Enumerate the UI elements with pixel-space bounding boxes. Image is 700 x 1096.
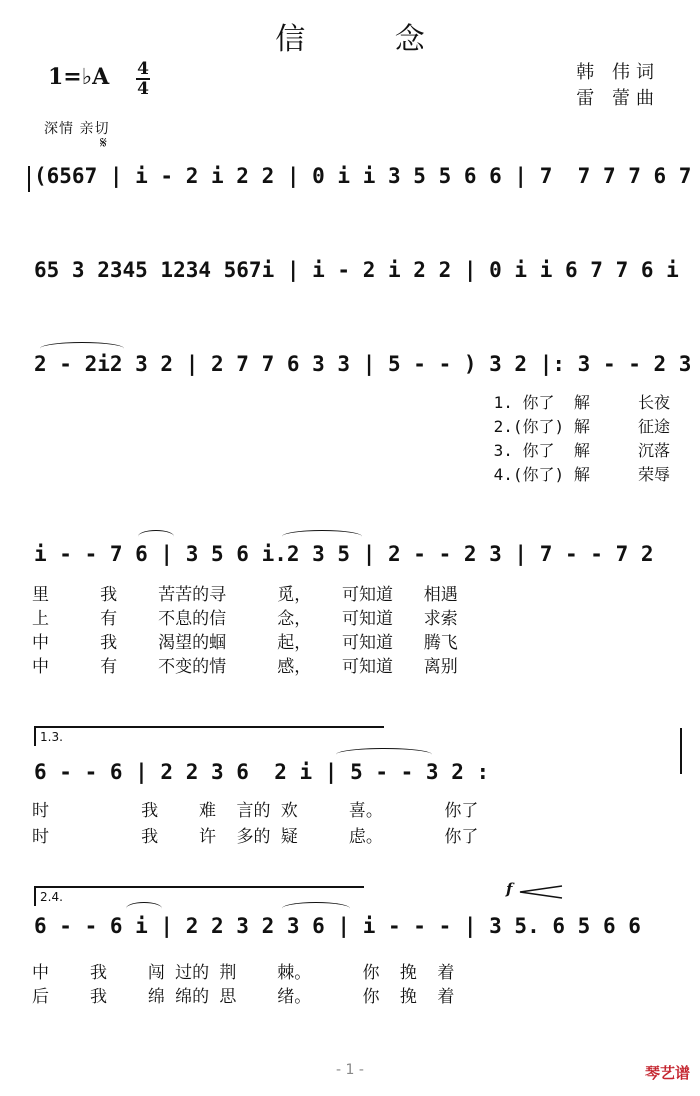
lyrics-row-4-line-2: 上 有 不息的信 念， 可知道 求索 (32, 609, 458, 629)
volta-2-line (34, 886, 364, 888)
volta-2-label: 2.4. (40, 890, 63, 904)
notes-row-5: 6 - - 6 | 2 2 3 6 2 i | 5 - - 3 2 : (34, 760, 490, 784)
lyrics-row-6-line-1: 中 我 闯 过的 荆 棘。 你 挽 着 (32, 963, 455, 983)
staff-row-1 (0, 164, 700, 204)
staff-row-4 (0, 542, 700, 582)
slur-row-5 (336, 748, 432, 761)
repeat-end-bar (680, 728, 682, 774)
dynamic-forte: f (506, 880, 513, 898)
crescendo-icon (516, 884, 564, 900)
lyrics-row-4-line-1: 里 我 苦苦的寻 觅， 可知道 相遇 (32, 585, 458, 605)
volta-1-line (34, 726, 384, 728)
verse-line-4: 4.(你了) 解 荣辱 (493, 465, 670, 484)
staff-row-5 (0, 760, 700, 800)
page-number: - 1 - (336, 1062, 364, 1078)
notes-row-2: 65 3 2345 1234 567i | i - 2 i 2 2 | 0 i i 6 7 7 6 i (34, 258, 679, 282)
bracket-start (28, 166, 30, 192)
notes-row-6: 6 - - 6 i | 2 2 3 2 3 6 | i - - - | 3 5. 6 5 6 6 (34, 914, 641, 938)
lyrics-row-4-line-4: 中 有 不变的情 感， 可知道 离别 (32, 657, 458, 677)
notes-row-3: 2 - 2i2 3 2 | 2 7 7 6 3 3 | 5 - - ) 3 2 |: 3 - - 2 3 (34, 352, 692, 376)
slur-row-6b (282, 902, 350, 915)
slur-row-4b (282, 530, 362, 543)
staff-row-6 (0, 914, 700, 954)
time-signature-bottom: 4 (137, 79, 149, 99)
lyrics-row-6-line-2: 后 我 绵 绵的 思 绪。 你 挽 着 (32, 987, 455, 1007)
volta-2-bracket (34, 886, 36, 906)
slur-row-4a (138, 530, 174, 543)
site-logo: 琴艺谱 (644, 1064, 690, 1082)
segno-icon: 𝄋 (100, 133, 107, 152)
composer-credit: 雷 蕾曲 (576, 88, 660, 109)
slur-row-3 (40, 342, 124, 355)
lyrics-row-5-line-2: 时 我 许 多的 疑 虑。 你了 (32, 827, 479, 847)
notes-row-4: i - - 7 6 | 3 5 6 i.2 3 5 | 2 - - 2 3 | 7 - - 7 2 (34, 542, 654, 566)
verse-line-1: 1. 你了 解 长夜 (493, 393, 670, 412)
time-signature (136, 60, 150, 98)
song-title: 信 念 (275, 22, 465, 57)
notes-row-1: (6567 | i - 2 i 2 2 | 0 i i 3 5 5 6 6 | 7 7 7 7 6 7 (34, 164, 692, 188)
key-signature: 1=♭A (48, 64, 110, 90)
lyrics-row-5-line-1: 时 我 难 言的 欢 喜。 你了 (32, 801, 479, 821)
expression-mark: 深情 亲切 (44, 121, 110, 137)
lyricist-credit: 韩 伟词 (576, 62, 660, 83)
verse-line-2: 2.(你了) 解 征途 (493, 417, 670, 436)
slur-row-6a (126, 902, 162, 915)
time-signature-top: 4 (137, 59, 149, 79)
lyrics-row-4-line-3: 中 我 渴望的蝈 起， 可知道 腾飞 (32, 633, 458, 653)
verse-line-3: 3. 你了 解 沉落 (493, 441, 670, 460)
volta-1-bracket (34, 726, 36, 746)
staff-row-3 (0, 352, 700, 392)
volta-1-label: 1.3. (40, 730, 63, 744)
staff-row-2 (0, 258, 700, 298)
